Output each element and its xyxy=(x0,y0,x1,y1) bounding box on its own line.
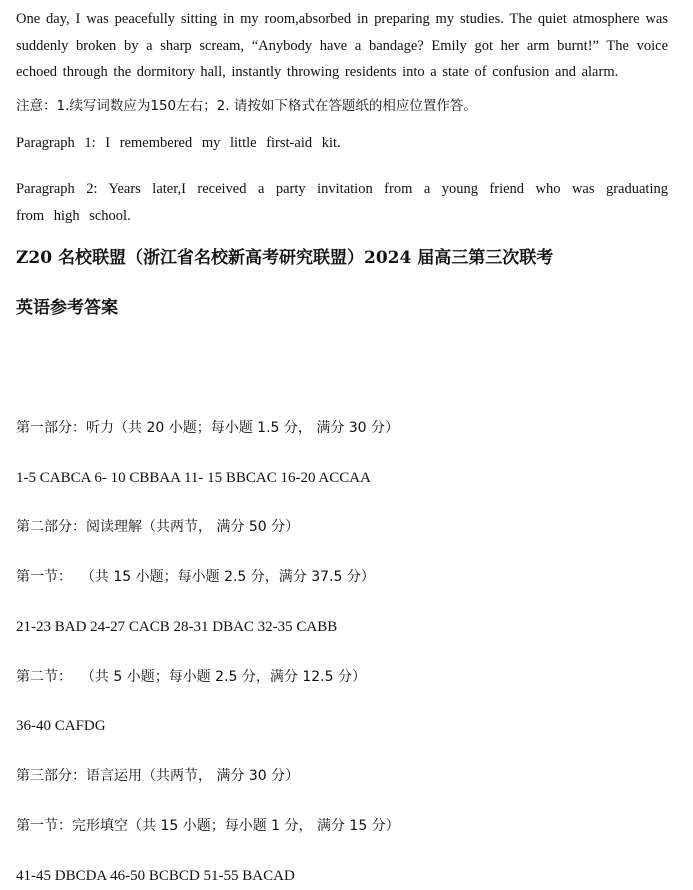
answer-row: 1-5 CABCA 6- 10 CBBAA 11- 15 BBCAC 16-20 ACCAA xyxy=(16,470,371,486)
section-heading: 第二节： （共 5 小题；每小题 2.5 分，满分 12.5 分） xyxy=(16,669,366,685)
answer-row: 21-23 BAD 24-27 CACB 28-31 DBAC 32-35 CABB xyxy=(16,619,338,635)
section-heading: 第二部分：阅读理解（共两节， 满分 50 分） xyxy=(16,519,300,535)
section-heading: 第一节： （共 15 小题；每小题 2.5 分，满分 37.5 分） xyxy=(16,569,375,585)
answer-key-title: Z20 名校联盟（浙江省名校新高考研究联盟）2024 届高三第三次联考 xyxy=(16,248,554,268)
section-heading: 第一部分：听力（共 20 小题；每小题 1.5 分， 满分 30 分） xyxy=(16,420,400,436)
answer-row: 36-40 CAFDG xyxy=(16,718,106,734)
paragraph-2-prompt: Paragraph 2: Years later,I received a party invitation from a young friend who was graduating from high school. xyxy=(16,181,668,224)
answer-row: 41-45 DBCDA 46-50 BCBCD 51-55 BACAD xyxy=(16,868,295,884)
paragraph-1-prompt: Paragraph 1: I remembered my little first-aid kit. xyxy=(16,134,341,151)
section-heading: 第三部分：语言运用（共两节， 满分 30 分） xyxy=(16,768,300,784)
answer-key-subtitle: 英语参考答案 xyxy=(16,298,118,318)
essay-opening: One day, I was peacefully sitting in my room,absorbed in preparing my studies. The quiet atmosphere was suddenly broken by a sharp scream, “Anybody have a bandage? Emily got her arm burnt!” The voice echoed through the dormitory hall, instantly throwing residents into a state of confusion and alarm. xyxy=(16,11,668,80)
section-heading: 第一节：完形填空（共 15 小题；每小题 1 分， 满分 15 分） xyxy=(16,818,400,834)
essay-note: 注意：1.续写词数应为150左右；2. 请按如下格式在答题纸的相应位置作答。 xyxy=(16,97,477,114)
document-page xyxy=(16,0,668,319)
